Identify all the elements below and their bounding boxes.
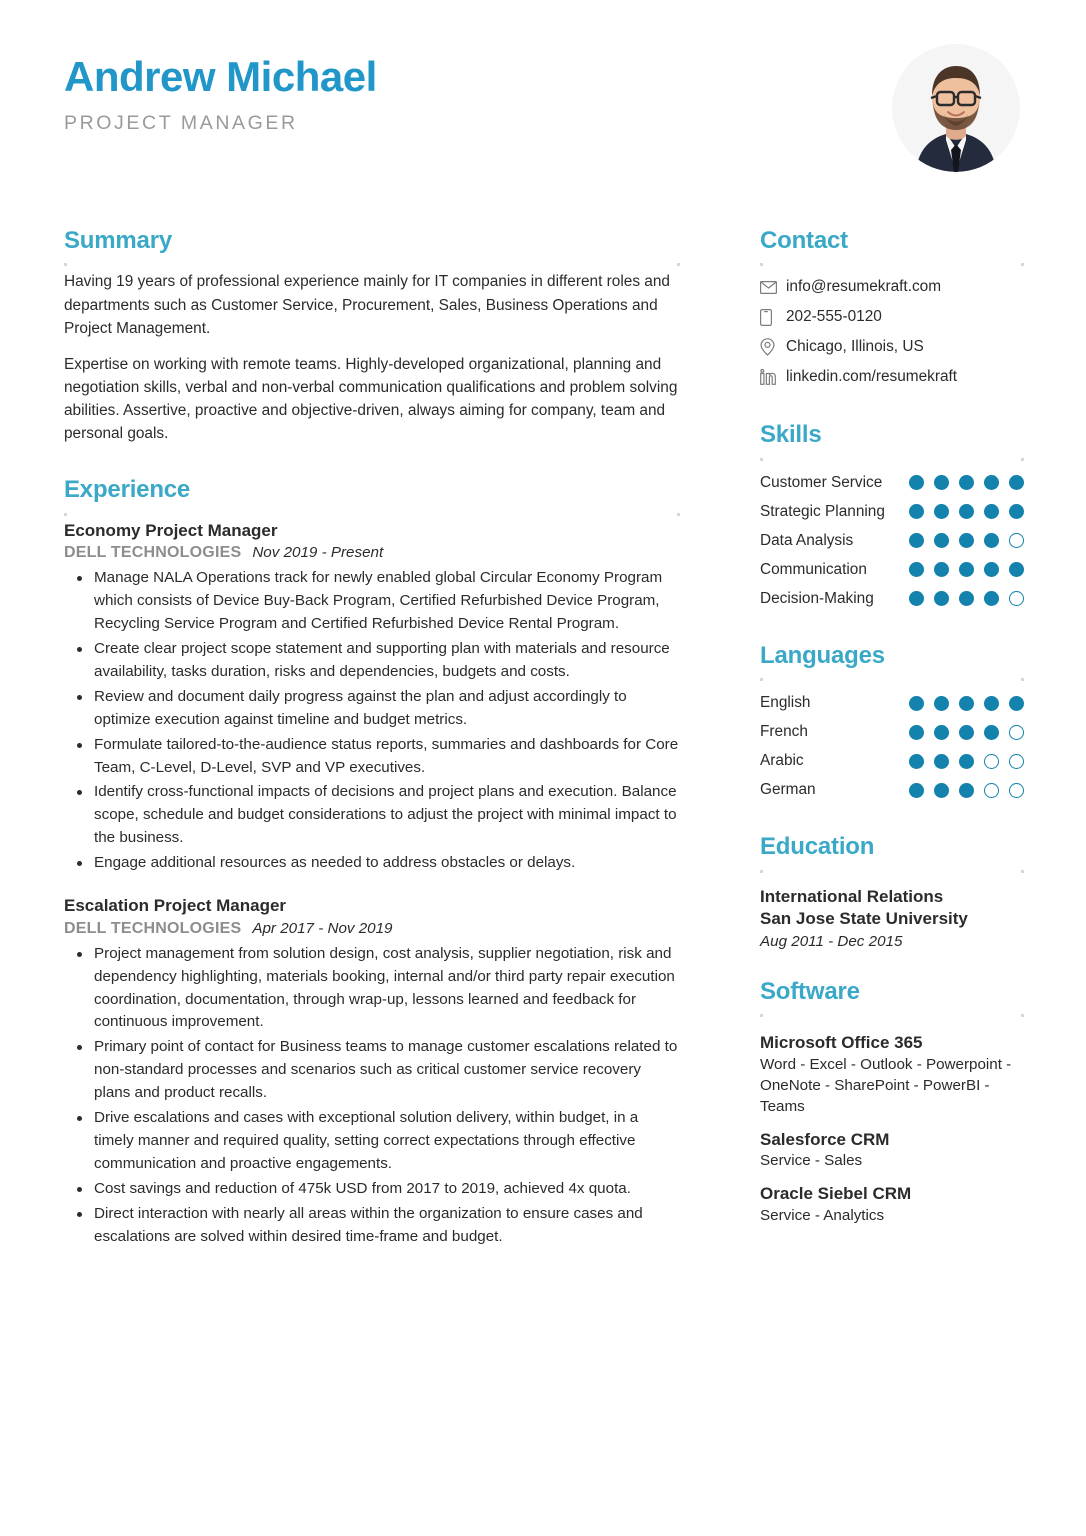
rating-dot-filled <box>1009 504 1024 519</box>
section-summary <box>64 228 680 445</box>
contact-heading: Contact <box>760 227 848 254</box>
job-bullet: Project management from solution design, cost analysis, supplier negotiation, risk and dependency highlighting, materials booking, internal and/or third party repair execution coordination, documentation, through wrap-up, lessons learned and feedback for continuous improvement. <box>64 943 680 1035</box>
rating-dot-filled <box>934 754 949 769</box>
rating-dot-empty <box>1009 533 1024 548</box>
sidebar-column <box>680 228 1086 1536</box>
skill-item <box>760 501 1024 523</box>
section-skills <box>760 422 1024 609</box>
rating-dot-filled <box>909 754 924 769</box>
skill-rating-dots <box>909 533 1024 548</box>
rating-dot-filled <box>909 533 924 548</box>
software-entry <box>760 1128 1024 1173</box>
rating-dot-filled <box>959 562 974 577</box>
skill-label: Strategic Planning <box>760 502 885 520</box>
language-rating-dots <box>909 754 1024 769</box>
skill-item <box>760 530 1024 552</box>
job-bullet-list <box>64 943 680 1249</box>
education-school: San Jose State University <box>760 909 968 929</box>
resume-body <box>0 228 1086 1536</box>
rating-dot-filled <box>934 562 949 577</box>
job-role: Escalation Project Manager <box>64 896 287 916</box>
job-role: Economy Project Manager <box>64 520 278 540</box>
language-label: German <box>760 781 816 799</box>
rating-dot-filled <box>959 533 974 548</box>
rating-dot-filled <box>959 725 974 740</box>
job-meta <box>64 542 680 564</box>
skill-rating-dots <box>909 504 1024 519</box>
rating-dot-filled <box>984 591 999 606</box>
section-languages <box>760 643 1024 801</box>
rating-dot-filled <box>1009 562 1024 577</box>
job-bullet: Cost savings and reduction of 475k USD from 2017 to 2019, achieved 4x quota. <box>64 1178 680 1201</box>
section-experience <box>64 477 680 1249</box>
section-education <box>760 834 1024 952</box>
contact-linkedin-text: linkedin.com/resumekraft <box>786 368 958 386</box>
job-bullet-list <box>64 567 680 875</box>
education-dates: Aug 2011 - Dec 2015 <box>760 933 903 951</box>
language-rating-dots <box>909 725 1024 740</box>
rating-dot-filled <box>934 591 949 606</box>
contact-item-phone[interactable] <box>760 306 1024 328</box>
rating-dot-filled <box>909 562 924 577</box>
contact-item-linkedin[interactable] <box>760 366 1024 388</box>
contact-item-email[interactable] <box>760 276 1024 298</box>
experience-entry <box>64 520 680 876</box>
rating-dot-filled <box>959 783 974 798</box>
skill-label: Communication <box>760 560 867 578</box>
job-company: DELL TECHNOLOGIES <box>64 544 242 562</box>
language-label: French <box>760 723 808 741</box>
skill-label: Data Analysis <box>760 531 854 549</box>
name-block <box>64 42 377 135</box>
rating-dot-filled <box>984 475 999 490</box>
job-bullet: Formulate tailored-to-the-audience status reports, summaries and dashboards for Core Team, C-Level, D-Level, SVP and VP executives. <box>64 734 680 780</box>
contact-divider <box>760 256 1024 270</box>
rating-dot-filled <box>909 475 924 490</box>
software-entry <box>760 1031 1024 1118</box>
software-name: Oracle Siebel CRM <box>760 1184 912 1204</box>
job-meta <box>64 918 680 940</box>
rating-dot-filled <box>959 591 974 606</box>
skill-rating-dots <box>909 591 1024 606</box>
rating-dot-filled <box>959 504 974 519</box>
software-detail: Service - Analytics <box>760 1207 885 1225</box>
rating-dot-filled <box>959 754 974 769</box>
rating-dot-filled <box>984 725 999 740</box>
job-dates: Apr 2017 - Nov 2019 <box>252 920 393 938</box>
summary-paragraph: Having 19 years of professional experience mainly for IT companies in different roles and departments such as Customer Service, Procurement, Sales, Business Operations and Project Management. <box>64 273 670 337</box>
portrait-photo-icon <box>892 44 1020 172</box>
education-entry <box>760 885 1024 953</box>
skills-divider <box>760 451 1024 465</box>
rating-dot-empty <box>984 754 999 769</box>
location-pin-icon <box>760 338 786 356</box>
education-degree: International Relations <box>760 886 944 906</box>
experience-heading: Experience <box>64 476 191 504</box>
rating-dot-filled <box>984 504 999 519</box>
rating-dot-filled <box>984 533 999 548</box>
language-item <box>760 721 1024 743</box>
rating-dot-filled <box>909 783 924 798</box>
job-bullet: Manage NALA Operations track for newly enabled global Circular Economy Program which consists of Device Buy-Back Program, Certified Refurbished Device Program, Recycling Service Program and Certified Refurbished Device Rental Program. <box>64 567 680 636</box>
software-detail: Word - Excel - Outlook - Powerpoint - OneNote - SharePoint - PowerBI - Teams <box>760 1055 1012 1115</box>
rating-dot-filled <box>1009 475 1024 490</box>
linkedin-icon <box>760 369 786 385</box>
skill-item <box>760 472 1024 494</box>
rating-dot-filled <box>909 725 924 740</box>
section-contact <box>760 228 1024 388</box>
summary-heading: Summary <box>64 227 172 254</box>
contact-list <box>760 276 1024 388</box>
skills-heading: Skills <box>760 421 822 449</box>
contact-phone-text: 202-555-0120 <box>786 308 882 326</box>
job-dates: Nov 2019 - Present <box>252 544 384 562</box>
full-name: Andrew Michael <box>64 53 377 100</box>
avatar <box>892 44 1020 172</box>
experience-divider <box>64 506 680 520</box>
language-item <box>760 779 1024 801</box>
skills-list <box>760 472 1024 610</box>
languages-list <box>760 692 1024 801</box>
skill-label: Customer Service <box>760 473 883 491</box>
language-label: Arabic <box>760 752 804 770</box>
rating-dot-empty <box>1009 783 1024 798</box>
rating-dot-filled <box>934 504 949 519</box>
contact-email-text: info@resumekraft.com <box>786 278 942 296</box>
job-bullet: Primary point of contact for Business teams to manage customer escalations related to non-standard processes and scenarios such as critical customer service recovery plans and product recalls. <box>64 1036 680 1105</box>
rating-dot-empty <box>1009 754 1024 769</box>
languages-divider <box>760 671 1024 685</box>
section-software <box>760 979 1024 1228</box>
language-rating-dots <box>909 783 1024 798</box>
rating-dot-filled <box>1009 696 1024 711</box>
rating-dot-filled <box>909 591 924 606</box>
education-heading: Education <box>760 833 875 861</box>
rating-dot-filled <box>909 504 924 519</box>
language-item <box>760 750 1024 772</box>
language-rating-dots <box>909 696 1024 711</box>
job-bullet: Identify cross-functional impacts of decisions and project plans and execution. Balance scope, schedule and budget considerations to adjust the project with minimal impact to the business. <box>64 781 680 850</box>
summary-divider <box>64 256 680 270</box>
skill-item <box>760 588 1024 610</box>
job-bullet: Review and document daily progress against the plan and adjust accordingly to optimize execution against timeline and budget metrics. <box>64 686 680 732</box>
job-title: PROJECT MANAGER <box>64 112 298 134</box>
rating-dot-filled <box>934 783 949 798</box>
education-divider <box>760 863 1024 877</box>
skill-rating-dots <box>909 562 1024 577</box>
language-item <box>760 692 1024 714</box>
skill-item <box>760 559 1024 581</box>
rating-dot-empty <box>1009 725 1024 740</box>
rating-dot-filled <box>959 696 974 711</box>
job-bullet: Create clear project scope statement and supporting plan with materials and resource availability, tasks duration, risks and dependencies, budgets and costs. <box>64 638 680 684</box>
software-detail: Service - Sales <box>760 1152 863 1170</box>
envelope-icon <box>760 281 786 294</box>
software-entry <box>760 1182 1024 1227</box>
rating-dot-filled <box>909 696 924 711</box>
rating-dot-empty <box>984 783 999 798</box>
job-bullet: Direct interaction with nearly all areas within the organization to ensure cases and escalations are solved within desired time-frame and budget. <box>64 1203 680 1249</box>
software-name: Salesforce CRM <box>760 1129 890 1149</box>
software-divider <box>760 1007 1024 1021</box>
rating-dot-filled <box>984 696 999 711</box>
job-bullet: Engage additional resources as needed to address obstacles or delays. <box>64 852 680 875</box>
software-name: Microsoft Office 365 <box>760 1032 923 1052</box>
experience-entry <box>64 895 680 1249</box>
languages-heading: Languages <box>760 641 885 669</box>
rating-dot-filled <box>934 725 949 740</box>
language-label: English <box>760 694 811 712</box>
rating-dot-filled <box>934 475 949 490</box>
rating-dot-filled <box>959 475 974 490</box>
contact-location-text: Chicago, Illinois, US <box>786 338 924 356</box>
main-column <box>0 228 680 1536</box>
software-heading: Software <box>760 977 860 1005</box>
skill-rating-dots <box>909 475 1024 490</box>
rating-dot-filled <box>934 696 949 711</box>
job-bullet: Drive escalations and cases with exceptional solution delivery, within budget, in a timely manner and required quality, setting correct expectations through effective communication and proactive engagements. <box>64 1107 680 1176</box>
resume-header <box>0 42 1086 212</box>
summary-paragraph: Expertise on working with remote teams. Highly-developed organizational, planning and negotiation skills, verbal and non-verbal communication qualifications and problem solving abilities. Assertive, proactive and objective-driven, always aiming for company, team and personal goals. <box>64 355 678 443</box>
job-company: DELL TECHNOLOGIES <box>64 920 242 938</box>
mobile-phone-icon <box>760 309 786 326</box>
contact-item-location[interactable] <box>760 336 1024 358</box>
skill-label: Decision-Making <box>760 589 874 607</box>
rating-dot-filled <box>934 533 949 548</box>
rating-dot-empty <box>1009 591 1024 606</box>
rating-dot-filled <box>984 562 999 577</box>
